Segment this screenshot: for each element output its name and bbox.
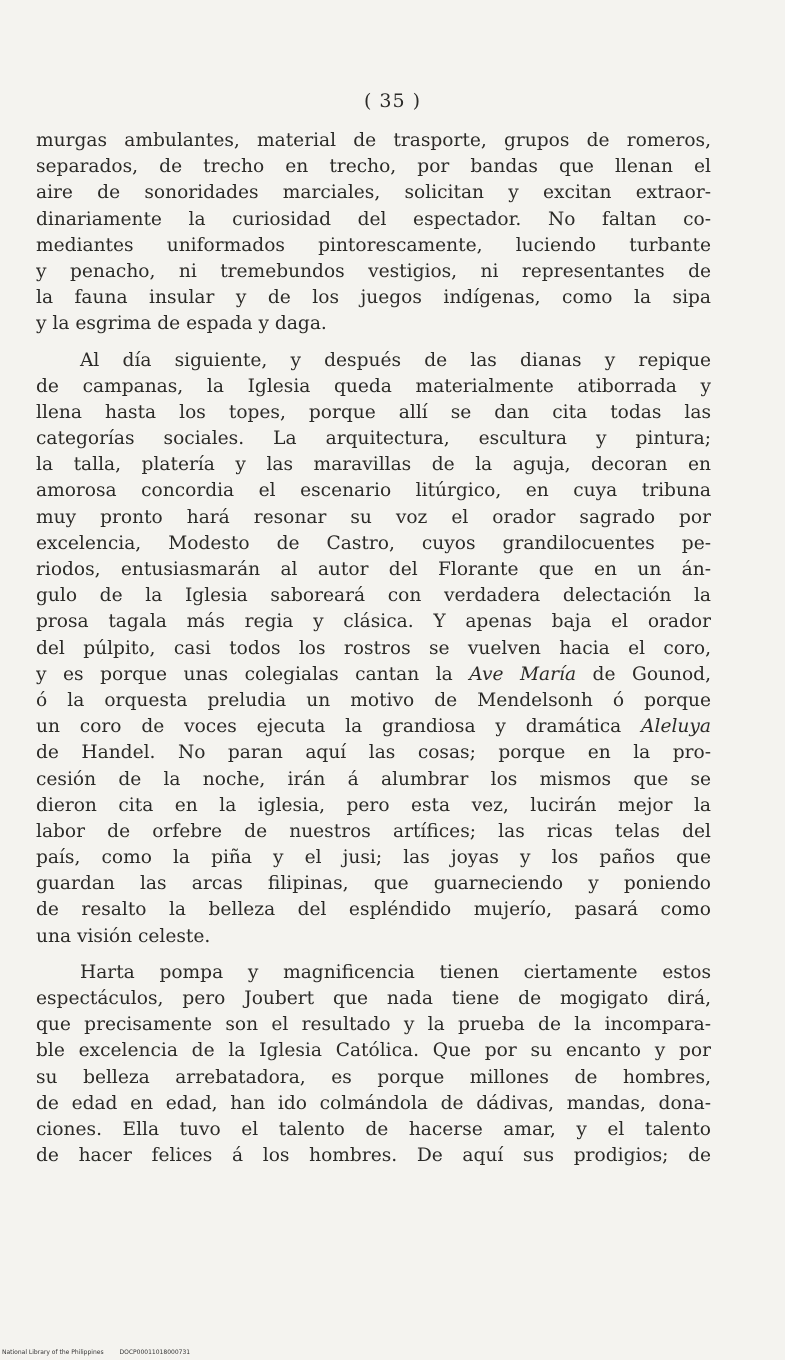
text-line: labor de orfebre de nuestros artífices; las ricas telas del xyxy=(36,820,711,842)
text-line: excelencia, Modesto de Castro, cuyos grandilocuentes pe- xyxy=(36,532,711,554)
text-line: murgas ambulantes, material de trasporte, grupos de romeros, xyxy=(36,130,711,151)
text-line: dieron cita en la iglesia, pero esta vez, lucirán mejor la xyxy=(36,794,711,816)
text-line: Harta pompa y magnificencia tienen ciertamente estos xyxy=(80,961,711,983)
text-line: cesión de la noche, irán á alumbrar los mismos que se xyxy=(36,768,711,790)
text-line: de campanas, la Iglesia queda materialmente atiborrada y xyxy=(36,375,711,397)
text-line: del púlpito, casi todos los rostros se vuelven hacia el coro, xyxy=(36,637,711,659)
text-line: riodos, entusiasmarán al autor del Florante que en un án- xyxy=(36,559,711,580)
text-line: mediantes uniformados pintorescamente, luciendo turbante xyxy=(36,234,711,256)
text-line: y penacho, ni tremebundos vestigios, ni representantes de xyxy=(36,260,711,282)
text-line: prosa tagala más regia y clásica. Y apenas baja el orador xyxy=(36,611,711,633)
page-number: ( 35 ) xyxy=(363,90,422,112)
text-line: guardan las arcas filipinas, que guarneciendo y poniendo xyxy=(36,873,711,895)
text-line: de resalto la belleza del espléndido mujerío, pasará como xyxy=(36,899,711,921)
text-line: y es porque unas colegialas cantan la Ave María de Gounod, xyxy=(36,663,711,685)
text-line: su belleza arrebatadora, es porque millones de hombres, xyxy=(36,1066,711,1088)
text-line: espectáculos, pero Joubert que nada tiene de mogigato dirá, xyxy=(36,988,711,1009)
scan-footer xyxy=(2,1349,190,1356)
text-line: aire de sonoridades marciales, solicitan y excitan extraor- xyxy=(36,182,711,204)
text-line: de Handel. No paran aquí las cosas; porque en la pro- xyxy=(36,742,711,764)
text-line: gulo de la Iglesia saboreará con verdadera delectación la xyxy=(36,585,711,607)
text-line: dinariamente la curiosidad del espectador. No faltan co- xyxy=(36,208,711,230)
text-line: categorías sociales. La arquitectura, escultura y pintura; xyxy=(36,428,711,450)
text-line: una visión celeste. xyxy=(36,925,211,947)
text-line: la talla, platería y las maravillas de la aguja, decoran en xyxy=(36,454,711,476)
body-text xyxy=(36,128,711,1169)
footer-library: National Library of the Philippines xyxy=(2,1349,104,1356)
text-line: ó la orquesta preludia un motivo de Mendelsonh ó porque xyxy=(36,689,711,711)
text-line: de hacer felices á los hombres. De aquí sus prodigios; de xyxy=(36,1145,711,1167)
text-line: ciones. Ella tuvo el talento de hacerse amar, y el talento xyxy=(36,1118,711,1140)
text-line: muy pronto hará resonar su voz el orador sagrado por xyxy=(36,506,711,528)
text-line: separados, de trecho en trecho, por bandas que llenan el xyxy=(36,156,711,178)
text-line: ble excelencia de la Iglesia Católica. Que por su encanto y por xyxy=(36,1040,711,1062)
text-line: Al día siguiente, y después de las dianas y repique xyxy=(80,349,711,371)
footer-code: DOCP00011018000731 xyxy=(119,1349,191,1356)
text-line: y la esgrima de espada y daga. xyxy=(36,313,327,335)
text-line: llena hasta los topes, porque allí se dan cita todas las xyxy=(36,401,711,423)
text-line: un coro de voces ejecuta la grandiosa y dramática Aleluya xyxy=(36,716,711,738)
text-line: país, como la piña y el jusi; las joyas y los paños que xyxy=(36,847,711,869)
text-line: de edad en edad, han ido colmándola de dádivas, mandas, dona- xyxy=(36,1092,711,1114)
text-line: que precisamente son el resultado y la prueba de la incompara- xyxy=(36,1014,711,1036)
text-line: la fauna insular y de los juegos indígenas, como la sipa xyxy=(36,287,711,309)
text-line: amorosa concordia el escenario litúrgico, en cuya tribuna xyxy=(36,480,711,502)
